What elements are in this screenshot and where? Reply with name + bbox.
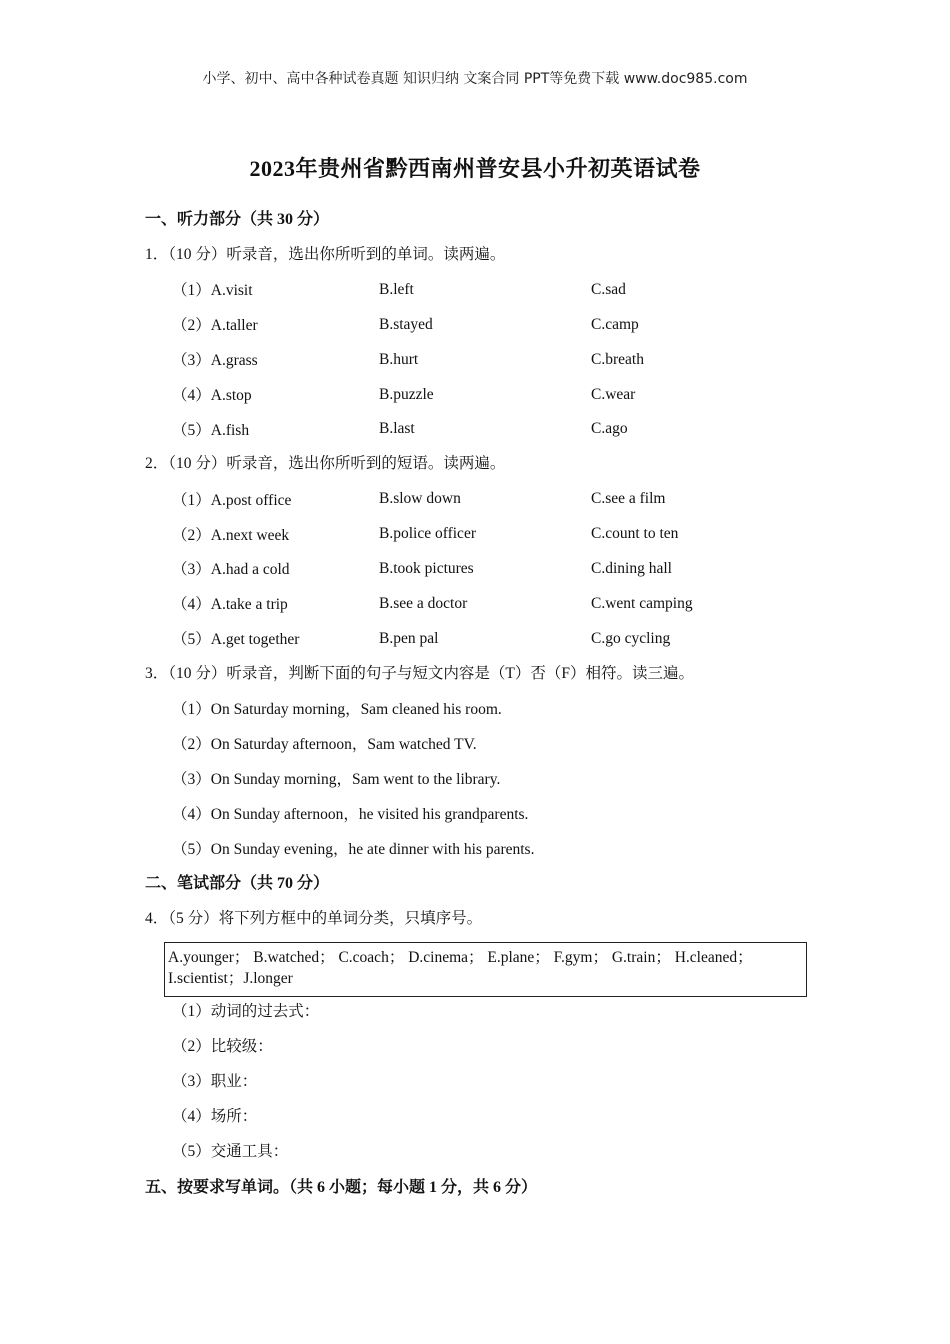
q2-option-row2-a: （2）A.next week	[172, 527, 290, 544]
q1-option-row5-b: B.last	[379, 420, 415, 437]
q1-option-row2-b: B.stayed	[379, 316, 433, 333]
word-bank-line-2: I.scientist；J.longer	[168, 970, 293, 987]
q2-option-row1-b: B.slow down	[379, 490, 461, 507]
q4-category-4: （4）场所：	[172, 1108, 258, 1125]
q1-option-row4-c: C.wear	[591, 386, 636, 403]
q2-option-row4-b: B.see a doctor	[379, 595, 468, 612]
section-heading-five: 五、按要求写单词。（共 6 小题；每小题 1 分，共 6 分）	[145, 1179, 538, 1196]
q3-statement-1: （1）On Saturday morning，Sam cleaned his room.	[172, 701, 502, 718]
q1-option-row5-c: C.ago	[591, 420, 628, 437]
q1-option-row1-c: C.sad	[591, 281, 626, 298]
q1-option-row3-a: （3）A.grass	[172, 352, 258, 369]
question-3-stem: 3．（10 分）听录音，判断下面的句子与短文内容是（T）否（F）相符。读三遍。	[145, 665, 694, 682]
q3-statement-2: （2）On Saturday afternoon，Sam watched TV.	[172, 736, 477, 753]
q3-statement-3: （3）On Sunday morning，Sam went to the library.	[172, 771, 501, 788]
section-heading-written: 二、笔试部分（共 70 分）	[145, 875, 330, 892]
q2-option-row3-a: （3）A.had a cold	[172, 561, 290, 578]
q1-option-row1-b: B.left	[379, 281, 414, 298]
question-1-stem: 1．（10 分）听录音，选出你所听到的单词。读两遍。	[145, 246, 506, 263]
question-4-stem: 4．（5 分）将下列方框中的单词分类，只填序号。	[145, 910, 483, 927]
q2-option-row1-c: C.see a film	[591, 490, 666, 507]
word-bank-line-1: A.younger； B.watched； C.coach； D.cinema； E.plane； F.gym； G.train； H.cleaned；	[168, 949, 753, 966]
q4-category-5: （5）交通工具：	[172, 1143, 289, 1160]
q4-category-2: （2）比较级：	[172, 1038, 273, 1055]
q2-option-row1-a: （1）A.post office	[172, 492, 292, 509]
q1-option-row2-c: C.camp	[591, 316, 639, 333]
q1-option-row4-b: B.puzzle	[379, 386, 434, 403]
q2-option-row3-c: C.dining hall	[591, 560, 672, 577]
q3-statement-4: （4）On Sunday afternoon，he visited his grandparents.	[172, 806, 529, 823]
q1-option-row3-c: C.breath	[591, 351, 644, 368]
q2-option-row5-c: C.go cycling	[591, 630, 671, 647]
q2-option-row5-a: （5）A.get together	[172, 631, 300, 648]
q2-option-row3-b: B.took pictures	[379, 560, 474, 577]
q4-category-3: （3）职业：	[172, 1073, 258, 1090]
question-2-stem: 2．（10 分）听录音，选出你所听到的短语。读两遍。	[145, 455, 506, 472]
q1-option-row1-a: （1）A.visit	[172, 282, 253, 299]
q2-option-row4-a: （4）A.take a trip	[172, 596, 288, 613]
q2-option-row4-c: C.went camping	[591, 595, 693, 612]
q2-option-row2-b: B.police officer	[379, 525, 476, 542]
q4-category-1: （1）动词的过去式：	[172, 1003, 320, 1020]
word-bank-box	[164, 942, 807, 997]
exam-title: 2023年贵州省黔西南州普安县小升初英语试卷	[249, 156, 701, 181]
q1-option-row5-a: （5）A.fish	[172, 422, 250, 439]
q2-option-row2-c: C.count to ten	[591, 525, 679, 542]
page-header-banner: 小学、初中、高中各种试卷真题 知识归纳 文案合同 PPT等免费下载 www.doc985.com	[202, 71, 748, 87]
q1-option-row4-a: （4）A.stop	[172, 387, 252, 404]
q1-option-row3-b: B.hurt	[379, 351, 419, 368]
q3-statement-5: （5）On Sunday evening，he ate dinner with his parents.	[172, 841, 535, 858]
section-heading-listening: 一、听力部分（共 30 分）	[145, 211, 330, 228]
q1-option-row2-a: （2）A.taller	[172, 317, 258, 334]
q2-option-row5-b: B.pen pal	[379, 630, 439, 647]
